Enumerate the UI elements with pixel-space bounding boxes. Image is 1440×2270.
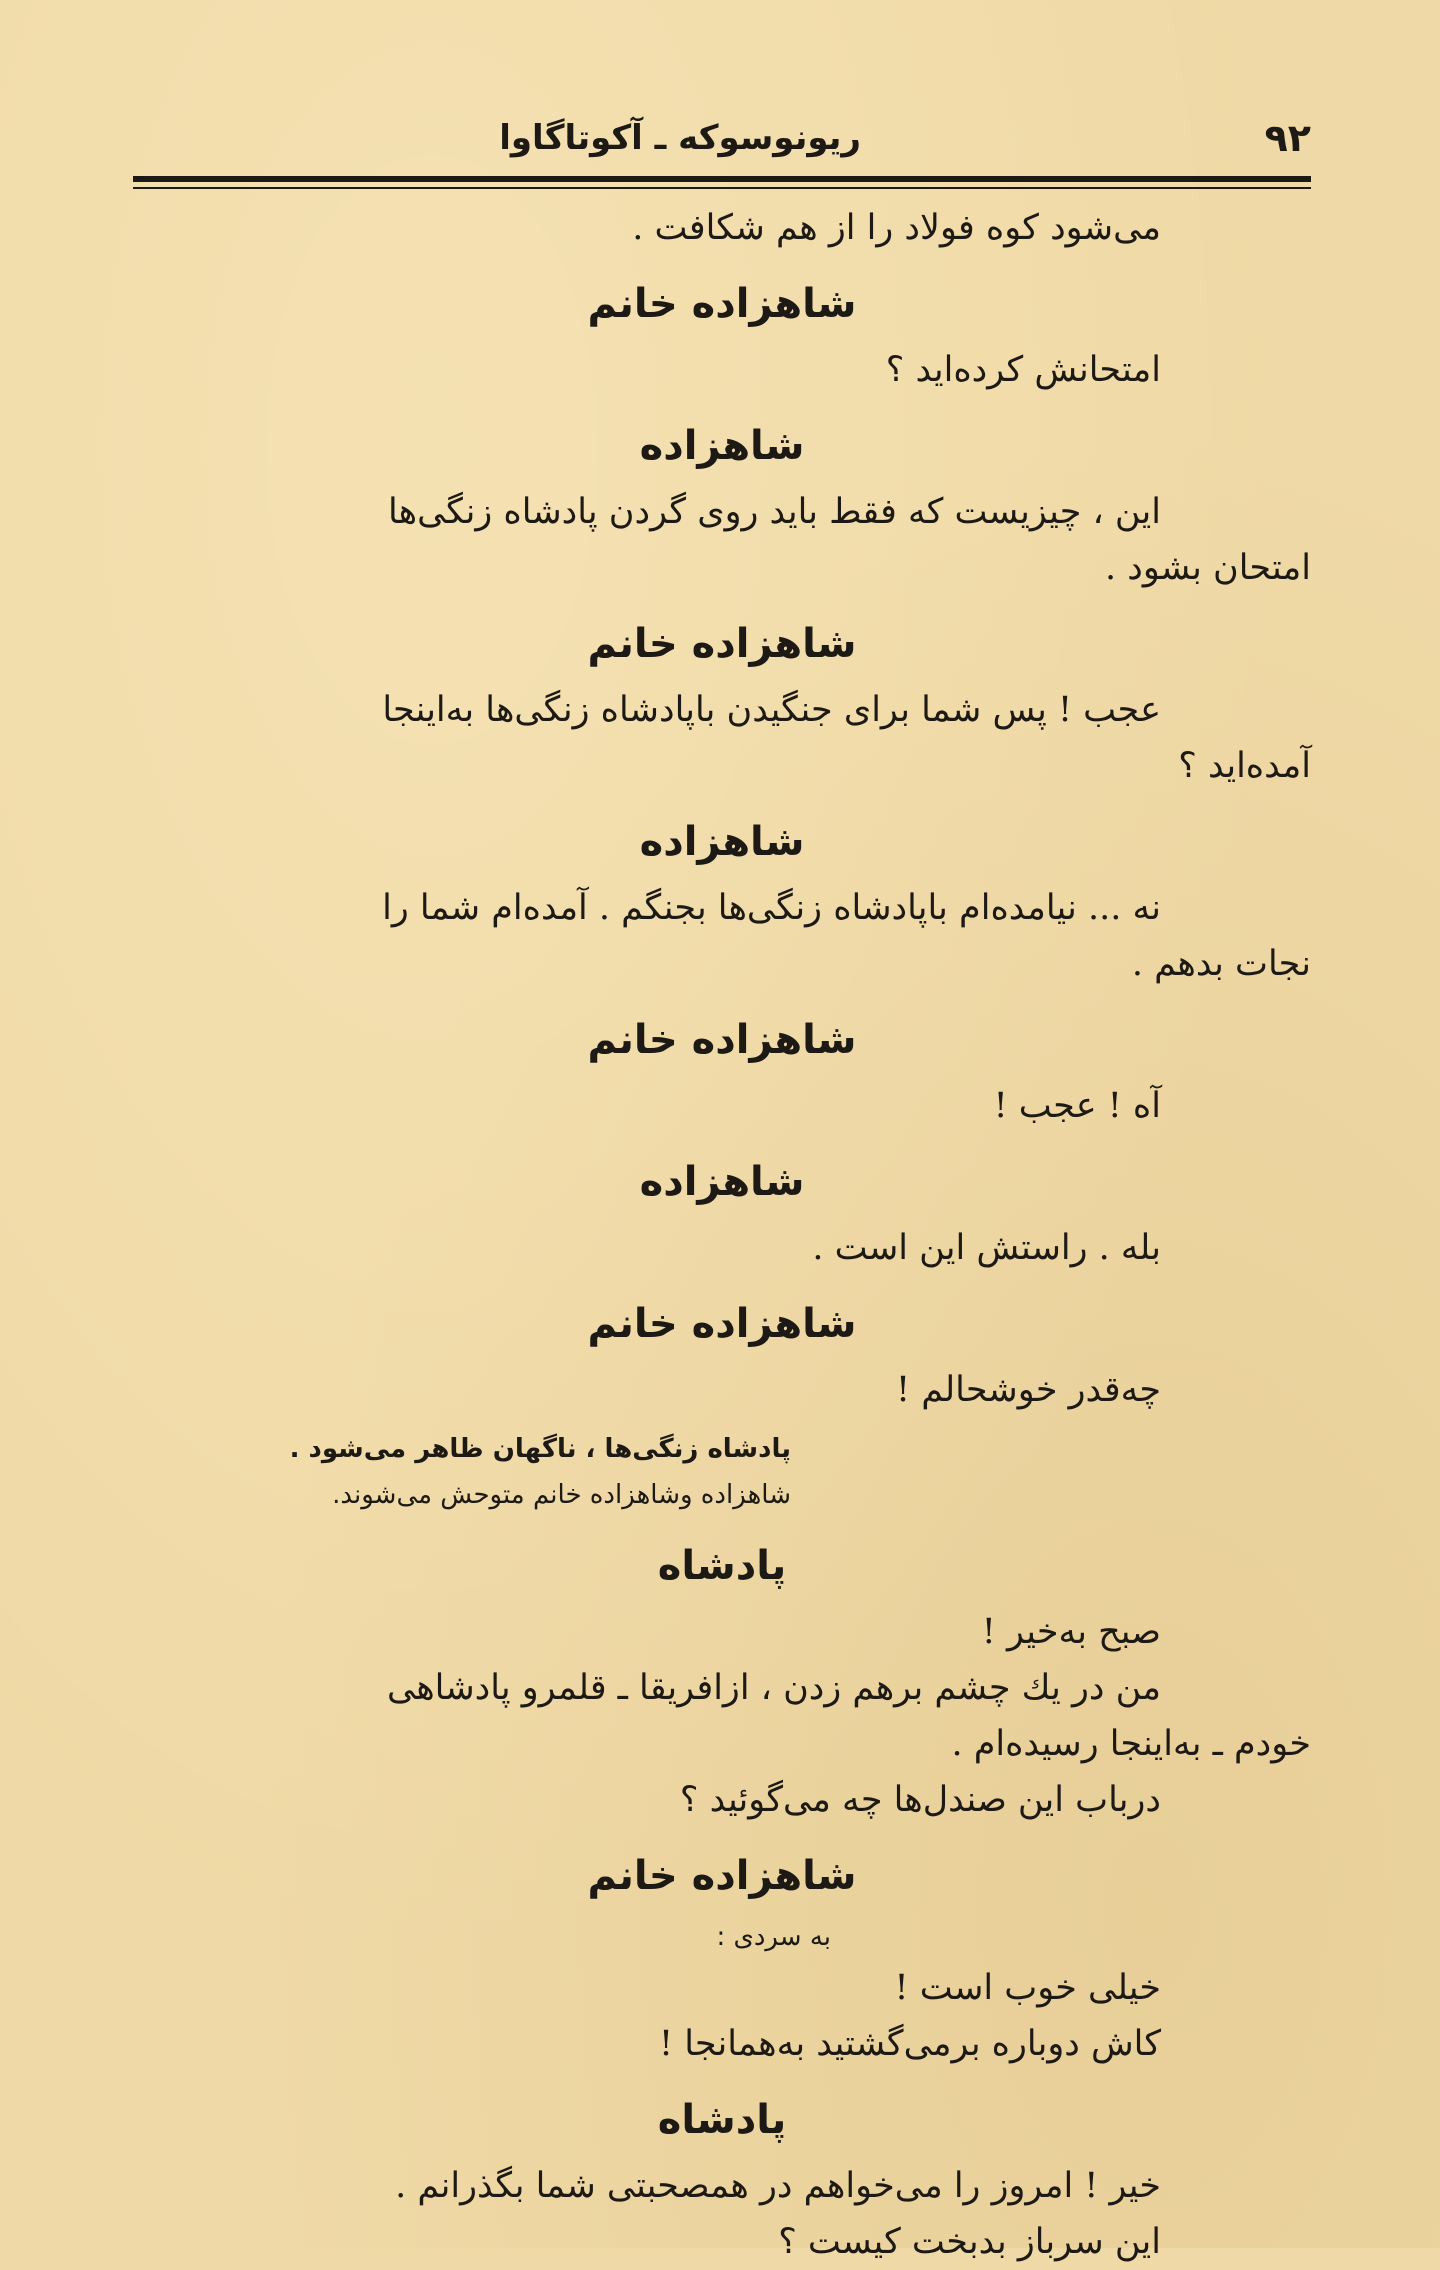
stage-direction: پادشاه زنگی‌ها ، ناگهان ظاهر می‌شود . <box>289 1434 791 1464</box>
dialogue-line: درباب این صندل‌ها چه می‌گوئید ؟ <box>679 1780 1161 1820</box>
speaker-name: شاهزاده <box>639 1159 805 1205</box>
dialogue-line: بله . راستش این است . <box>812 1228 1161 1268</box>
speaker-name: شاهزاده خانم <box>587 1017 857 1063</box>
header-rule-thin <box>133 187 1311 189</box>
dialogue-line: خیلی خوب است ! <box>894 1968 1161 2008</box>
speaker-name: شاهزاده خانم <box>587 1853 857 1899</box>
dialogue-line: این ، چیزیست که فقط باید روی گردن پادشاه زنگی‌ها <box>387 492 1161 532</box>
dialogue-line: خیر ! امروز را می‌خواهم در همصحبتی شما بگذرانم . <box>395 2166 1161 2206</box>
dialogue-line: آه ! عجب ! <box>993 1086 1161 1126</box>
spacer <box>133 1418 1311 1426</box>
dialogue-line: نجات بدهم . <box>1131 944 1311 984</box>
dialogue-line: من در یك چشم برهم زدن ، ازافریقا ـ قلمرو پادشاهی <box>387 1668 1161 1708</box>
page-number: ۹۲ <box>1264 116 1311 160</box>
dialogue-line: امتحانش کرده‌اید ؟ <box>885 350 1161 390</box>
stage-direction: به سردی : <box>716 1922 831 1952</box>
page-header <box>133 110 1311 180</box>
dialogue-line: خودم ـ به‌اینجا رسیده‌ام . <box>951 1724 1311 1764</box>
dialogue-line: این سرباز بدبخت کیست ؟ <box>778 2222 1161 2262</box>
dialogue-line: صبح به‌خیر ! <box>981 1612 1161 1652</box>
speaker-name: شاهزاده خانم <box>587 621 857 667</box>
speaker-name: شاهزاده خانم <box>587 1301 857 1347</box>
speaker-name: پادشاه <box>657 2097 787 2143</box>
dialogue-line: چه‌قدر خوشحالم ! <box>896 1370 1161 1410</box>
play-text <box>133 200 1311 2270</box>
dialogue-line: می‌شود کوه فولاد را از هم شکافت . <box>632 208 1161 248</box>
speaker-name: پادشاه <box>657 1543 787 1589</box>
dialogue-line: نه ... نیامده‌ام باپادشاه زنگی‌ها بجنگم . آمده‌ام شما را <box>382 888 1161 928</box>
speaker-name: شاهزاده <box>639 423 805 469</box>
dialogue-line: کاش دوباره برمی‌گشتید به‌همانجا ! <box>659 2024 1161 2064</box>
dialogue-line: امتحان بشود . <box>1104 548 1311 588</box>
stage-direction: شاهزاده وشاهزاده خانم متوحش می‌شوند. <box>332 1480 791 1510</box>
running-title: ریونوسوکه ـ آکوتاگاوا <box>499 118 861 158</box>
speaker-name: شاهزاده خانم <box>587 281 857 327</box>
dialogue-line: آمده‌اید ؟ <box>1178 746 1311 786</box>
header-rule-thick <box>133 176 1311 182</box>
speaker-name: شاهزاده <box>639 819 805 865</box>
dialogue-line: عجب ! پس شما برای جنگیدن باپادشاه زنگی‌ها به‌اینجا <box>382 690 1161 730</box>
